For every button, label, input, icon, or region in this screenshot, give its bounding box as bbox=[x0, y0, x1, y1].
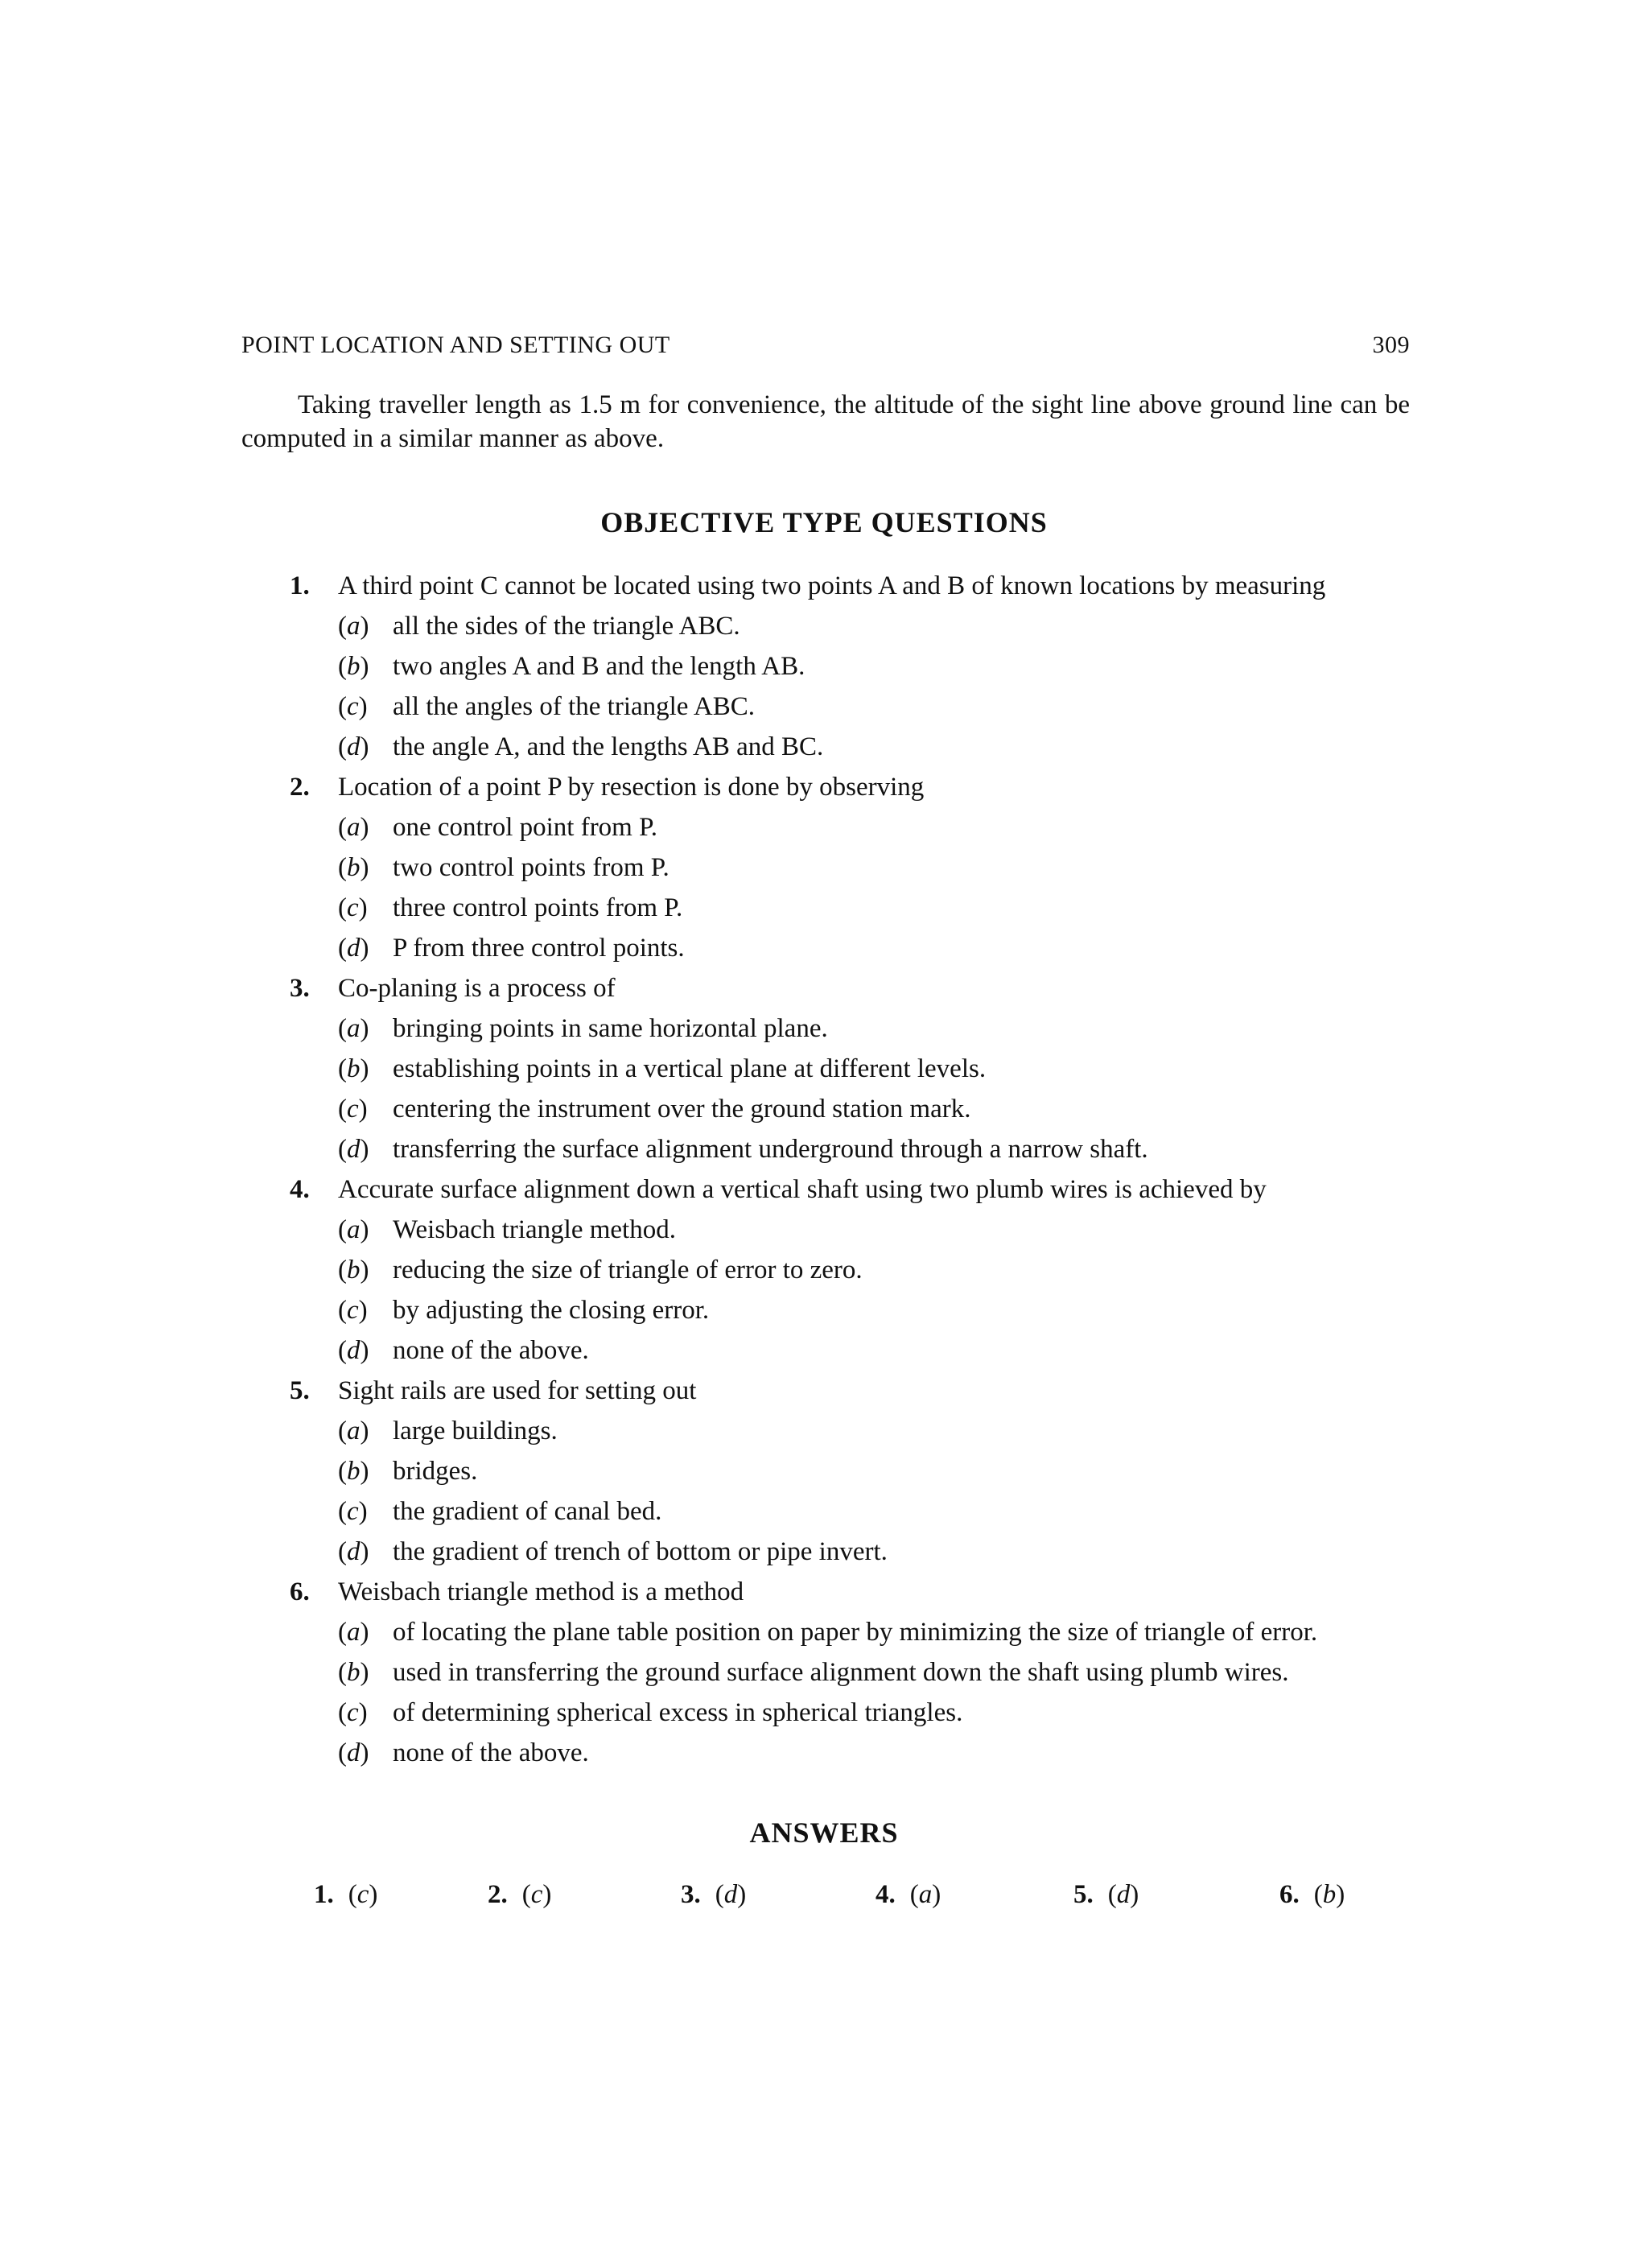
option-text: all the angles of the triangle ABC. bbox=[393, 692, 755, 721]
option-text: one control point from P. bbox=[393, 813, 658, 842]
option-text: two control points from P. bbox=[393, 853, 670, 882]
running-title: POINT LOCATION AND SETTING OUT bbox=[241, 332, 670, 358]
answer-5 bbox=[1073, 1880, 1139, 1910]
answers-heading: ANSWERS bbox=[749, 1816, 899, 1849]
running-header bbox=[241, 332, 1410, 364]
option-text: bringing points in same horizontal plane. bbox=[393, 1014, 828, 1043]
answer-value: ( a ) bbox=[910, 1880, 941, 1909]
question-text: Location of a point P by resection is done by observing bbox=[338, 773, 925, 802]
option-d bbox=[338, 1330, 589, 1371]
option-label: ( a ) bbox=[338, 807, 393, 847]
option-label: ( b ) bbox=[338, 1049, 393, 1089]
option-label: ( b ) bbox=[338, 847, 393, 888]
option-b bbox=[338, 1652, 1289, 1693]
answer-number: 3. bbox=[681, 1880, 701, 1909]
option-label: ( c ) bbox=[338, 1693, 393, 1733]
option-text: large buildings. bbox=[393, 1416, 558, 1445]
option-label: ( d ) bbox=[338, 1532, 393, 1572]
answer-4 bbox=[876, 1880, 941, 1910]
question-number: 3. bbox=[290, 974, 310, 1003]
answer-number: 6. bbox=[1279, 1880, 1300, 1909]
option-label: ( b ) bbox=[338, 1652, 393, 1693]
option-a bbox=[338, 807, 657, 847]
option-b bbox=[338, 1451, 477, 1491]
option-text: all the sides of the triangle ABC. bbox=[393, 612, 740, 641]
option-text: Weisbach triangle method. bbox=[393, 1215, 676, 1244]
option-label: ( b ) bbox=[338, 646, 393, 687]
answer-value: ( d ) bbox=[715, 1880, 747, 1909]
question-text: Co-planing is a process of bbox=[338, 974, 616, 1003]
option-label: ( a ) bbox=[338, 606, 393, 646]
question-number: 4. bbox=[290, 1175, 310, 1204]
option-label: ( c ) bbox=[338, 1290, 393, 1330]
option-text: two angles A and B and the length AB. bbox=[393, 652, 805, 681]
answer-6 bbox=[1279, 1880, 1345, 1910]
option-label: ( b ) bbox=[338, 1451, 393, 1491]
option-text: bridges. bbox=[393, 1457, 478, 1486]
option-text: none of the above. bbox=[393, 1738, 589, 1767]
option-d bbox=[338, 727, 823, 767]
option-b bbox=[338, 1250, 863, 1290]
question-text: Sight rails are used for setting out bbox=[338, 1376, 697, 1405]
option-c bbox=[338, 888, 682, 928]
option-a bbox=[338, 1411, 558, 1451]
option-label: ( a ) bbox=[338, 1411, 393, 1451]
option-label: ( c ) bbox=[338, 1089, 393, 1129]
objective-questions-heading: OBJECTIVE TYPE QUESTIONS bbox=[600, 506, 1048, 538]
option-text: three control points from P. bbox=[393, 893, 683, 922]
question-text: Weisbach triangle method is a method bbox=[338, 1577, 744, 1606]
option-text: of locating the plane table position on paper by minimizing the size of triangle of error. bbox=[393, 1618, 1318, 1647]
page-number: 309 bbox=[1372, 332, 1410, 358]
option-c bbox=[338, 1089, 970, 1129]
option-text: transferring the surface alignment underground through a narrow shaft. bbox=[393, 1135, 1148, 1164]
question-number: 6. bbox=[290, 1577, 310, 1606]
option-label: ( d ) bbox=[338, 1129, 393, 1169]
option-label: ( a ) bbox=[338, 1210, 393, 1250]
answers-row bbox=[0, 1880, 1648, 1920]
option-label: ( a ) bbox=[338, 1612, 393, 1652]
answer-1 bbox=[314, 1880, 377, 1910]
option-d bbox=[338, 1532, 888, 1572]
option-text: the angle A, and the lengths AB and BC. bbox=[393, 732, 824, 761]
option-text: by adjusting the closing error. bbox=[393, 1296, 710, 1325]
question-text: A third point C cannot be located using two points A and B of known locations by measuring bbox=[338, 571, 1326, 600]
option-a bbox=[338, 606, 740, 646]
option-d bbox=[338, 1129, 1148, 1169]
question-number: 2. bbox=[290, 773, 310, 802]
option-label: ( a ) bbox=[338, 1008, 393, 1049]
answer-2 bbox=[488, 1880, 551, 1910]
option-text: the gradient of canal bed. bbox=[393, 1497, 662, 1526]
question-number: 5. bbox=[290, 1376, 310, 1405]
option-label: ( c ) bbox=[338, 1491, 393, 1532]
option-label: ( c ) bbox=[338, 687, 393, 727]
answer-value: ( b ) bbox=[1314, 1880, 1345, 1909]
option-b bbox=[338, 847, 670, 888]
option-a bbox=[338, 1008, 828, 1049]
question-number: 1. bbox=[290, 571, 310, 600]
option-d bbox=[338, 928, 685, 968]
answer-number: 2. bbox=[488, 1880, 508, 1909]
option-text: of determining spherical excess in spherical triangles. bbox=[393, 1698, 963, 1727]
answer-number: 5. bbox=[1073, 1880, 1094, 1909]
option-c bbox=[338, 687, 755, 727]
option-c bbox=[338, 1491, 661, 1532]
option-c bbox=[338, 1290, 709, 1330]
option-text: reducing the size of triangle of error to zero. bbox=[393, 1256, 863, 1285]
option-label: ( b ) bbox=[338, 1250, 393, 1290]
answer-value: ( d ) bbox=[1108, 1880, 1139, 1909]
answer-value: ( c ) bbox=[348, 1880, 378, 1909]
option-c bbox=[338, 1693, 962, 1733]
option-label: ( d ) bbox=[338, 1330, 393, 1371]
option-text: none of the above. bbox=[393, 1336, 589, 1365]
option-text: used in transferring the ground surface alignment down the shaft using plumb wires. bbox=[393, 1658, 1289, 1687]
option-text: the gradient of trench of bottom or pipe invert. bbox=[393, 1537, 888, 1566]
answer-value: ( c ) bbox=[522, 1880, 552, 1909]
answer-number: 4. bbox=[876, 1880, 896, 1909]
option-a bbox=[338, 1612, 1317, 1652]
option-label: ( d ) bbox=[338, 727, 393, 767]
option-text: P from three control points. bbox=[393, 934, 685, 963]
option-text: centering the instrument over the ground station mark. bbox=[393, 1095, 971, 1124]
answer-3 bbox=[681, 1880, 746, 1910]
option-b bbox=[338, 646, 805, 687]
intro-paragraph: Taking traveller length as 1.5 m for convenience, the altitude of the sight line above ground line can be computed in a similar manner as above. bbox=[241, 390, 1410, 453]
option-d bbox=[338, 1733, 589, 1773]
option-label: ( d ) bbox=[338, 1733, 393, 1773]
answer-number: 1. bbox=[314, 1880, 334, 1909]
option-a bbox=[338, 1210, 676, 1250]
option-b bbox=[338, 1049, 986, 1089]
option-label: ( c ) bbox=[338, 888, 393, 928]
option-text: establishing points in a vertical plane at different levels. bbox=[393, 1054, 987, 1083]
option-label: ( d ) bbox=[338, 928, 393, 968]
question-text: Accurate surface alignment down a vertical shaft using two plumb wires is achieved by bbox=[338, 1175, 1267, 1204]
